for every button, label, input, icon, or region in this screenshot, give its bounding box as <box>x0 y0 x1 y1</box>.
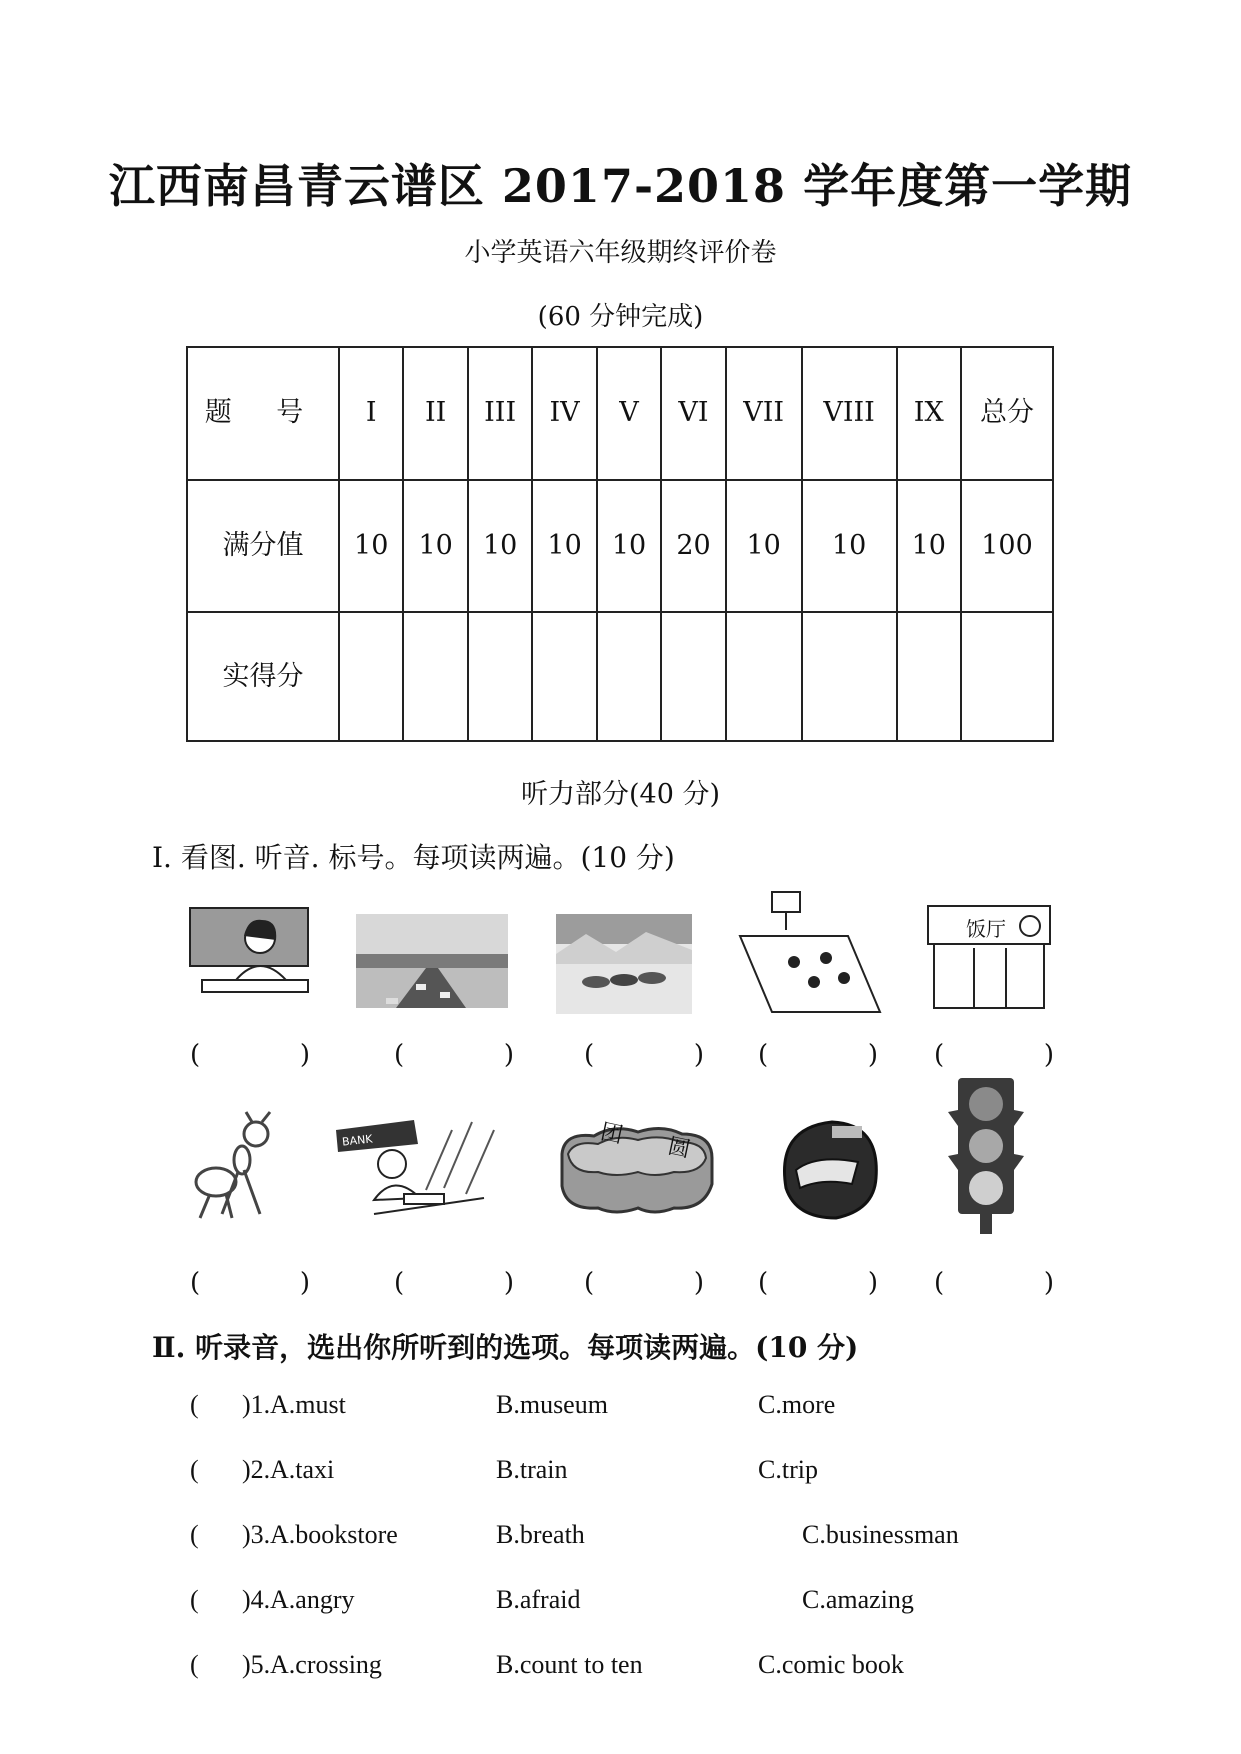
table-cell: 10 <box>468 480 532 613</box>
answer-blank[interactable]: ( ) <box>394 1040 514 1070</box>
column-header: VII <box>726 347 802 480</box>
table-cell: 10 <box>597 480 661 613</box>
score-input-cell[interactable] <box>403 612 467 741</box>
item-number: )5. <box>242 1650 271 1679</box>
option-b: B.train <box>496 1455 568 1484</box>
column-header: V <box>597 347 661 480</box>
answer-blank[interactable]: ( ) <box>190 1040 310 1070</box>
item-number: )4. <box>242 1585 271 1614</box>
row-label: 满分值 <box>187 480 339 613</box>
traffic-light-icon <box>948 1076 1024 1236</box>
score-input-cell[interactable] <box>597 612 661 741</box>
option-c: C.amazing <box>802 1585 914 1614</box>
column-header: IX <box>897 347 962 480</box>
item-number: )3. <box>242 1520 271 1549</box>
column-header: VIII <box>802 347 897 480</box>
option-b: B.afraid <box>496 1585 581 1614</box>
answer-blank[interactable]: ( ) <box>394 1268 514 1298</box>
answer-blank[interactable]: ( ) <box>584 1268 704 1298</box>
option-c: C.more <box>758 1390 836 1419</box>
option-b: B.museum <box>496 1390 608 1419</box>
row-label: 题 号 <box>187 347 339 480</box>
part2-title: Ⅱ. 听录音，选出你所听到的选项。每项读两遍。(10 分) <box>152 1331 859 1364</box>
item-number: )2. <box>242 1455 271 1484</box>
row-label: 实得分 <box>187 612 339 741</box>
table-cell: 10 <box>897 480 962 613</box>
mooncake-text: 团 圆 <box>598 1119 712 1168</box>
table-cell: 10 <box>339 480 403 613</box>
exam-duration: (60 分钟完成) <box>537 302 704 332</box>
table-cell: 10 <box>726 480 802 613</box>
option-b: B.breath <box>496 1520 585 1549</box>
option-c: C.trip <box>758 1455 818 1484</box>
option-c: C.businessman <box>802 1520 959 1549</box>
answer-paren[interactable]: ( <box>190 1390 199 1419</box>
answer-blank[interactable]: ( ) <box>190 1268 310 1298</box>
table-row <box>187 480 1053 613</box>
listening-section-heading: 听力部分(40 分) <box>520 779 720 810</box>
score-input-cell[interactable] <box>726 612 802 741</box>
bank-sign: BANK <box>341 1132 374 1149</box>
answer-paren[interactable]: ( <box>190 1455 199 1484</box>
page-title: 江西南昌青云谱区 2017-2018 学年度第一学期 <box>108 159 1133 213</box>
column-header: II <box>403 347 467 480</box>
option-b: B.count to ten <box>496 1650 643 1679</box>
score-input-cell[interactable] <box>661 612 725 741</box>
helmet-icon <box>776 1118 882 1222</box>
option-a: A.must <box>270 1390 346 1419</box>
column-header: IV <box>532 347 596 480</box>
column-header: 总分 <box>961 347 1053 480</box>
score-table <box>186 346 1054 742</box>
answer-paren[interactable]: ( <box>190 1650 199 1679</box>
answer-blank[interactable]: ( ) <box>934 1040 1054 1070</box>
table-cell: 10 <box>532 480 596 613</box>
score-input-cell[interactable] <box>802 612 897 741</box>
answer-paren[interactable]: ( <box>190 1585 199 1614</box>
ant-icon <box>186 1110 286 1222</box>
answer-blank[interactable]: ( ) <box>584 1040 704 1070</box>
table-row <box>187 612 1053 741</box>
exam-subtitle: 小学英语六年级期终评价卷 <box>464 238 777 268</box>
item-number: )1. <box>242 1390 271 1419</box>
answer-blank[interactable]: ( ) <box>758 1040 878 1070</box>
news-anchor-icon <box>188 906 312 994</box>
option-c: C.comic book <box>758 1650 904 1679</box>
option-a: A.taxi <box>270 1455 335 1484</box>
column-header: III <box>468 347 532 480</box>
option-a: A.bookstore <box>270 1520 398 1549</box>
restaurant-sign: 饭厅 <box>966 917 1006 941</box>
bank-girl-icon <box>334 1110 500 1220</box>
score-input-cell[interactable] <box>961 612 1053 741</box>
table-row <box>187 347 1053 480</box>
table-cell: 100 <box>961 480 1053 613</box>
score-input-cell[interactable] <box>339 612 403 741</box>
table-cell: 20 <box>661 480 725 613</box>
part1-title: Ⅰ. 看图. 听音. 标号。每项读两遍。(10 分) <box>152 841 675 874</box>
column-header: VI <box>661 347 725 480</box>
answer-paren[interactable]: ( <box>190 1520 199 1549</box>
option-a: A.crossing <box>270 1650 382 1679</box>
dog-sled-photo <box>556 914 692 1014</box>
score-input-cell[interactable] <box>532 612 596 741</box>
answer-blank[interactable]: ( ) <box>758 1268 878 1298</box>
basketball-court-icon <box>738 890 882 1016</box>
city-traffic-photo <box>356 914 508 1008</box>
option-a: A.angry <box>270 1585 355 1614</box>
table-cell: 10 <box>403 480 467 613</box>
answer-blank[interactable]: ( ) <box>934 1268 1054 1298</box>
column-header: I <box>339 347 403 480</box>
table-cell: 10 <box>802 480 897 613</box>
score-input-cell[interactable] <box>897 612 962 741</box>
score-input-cell[interactable] <box>468 612 532 741</box>
